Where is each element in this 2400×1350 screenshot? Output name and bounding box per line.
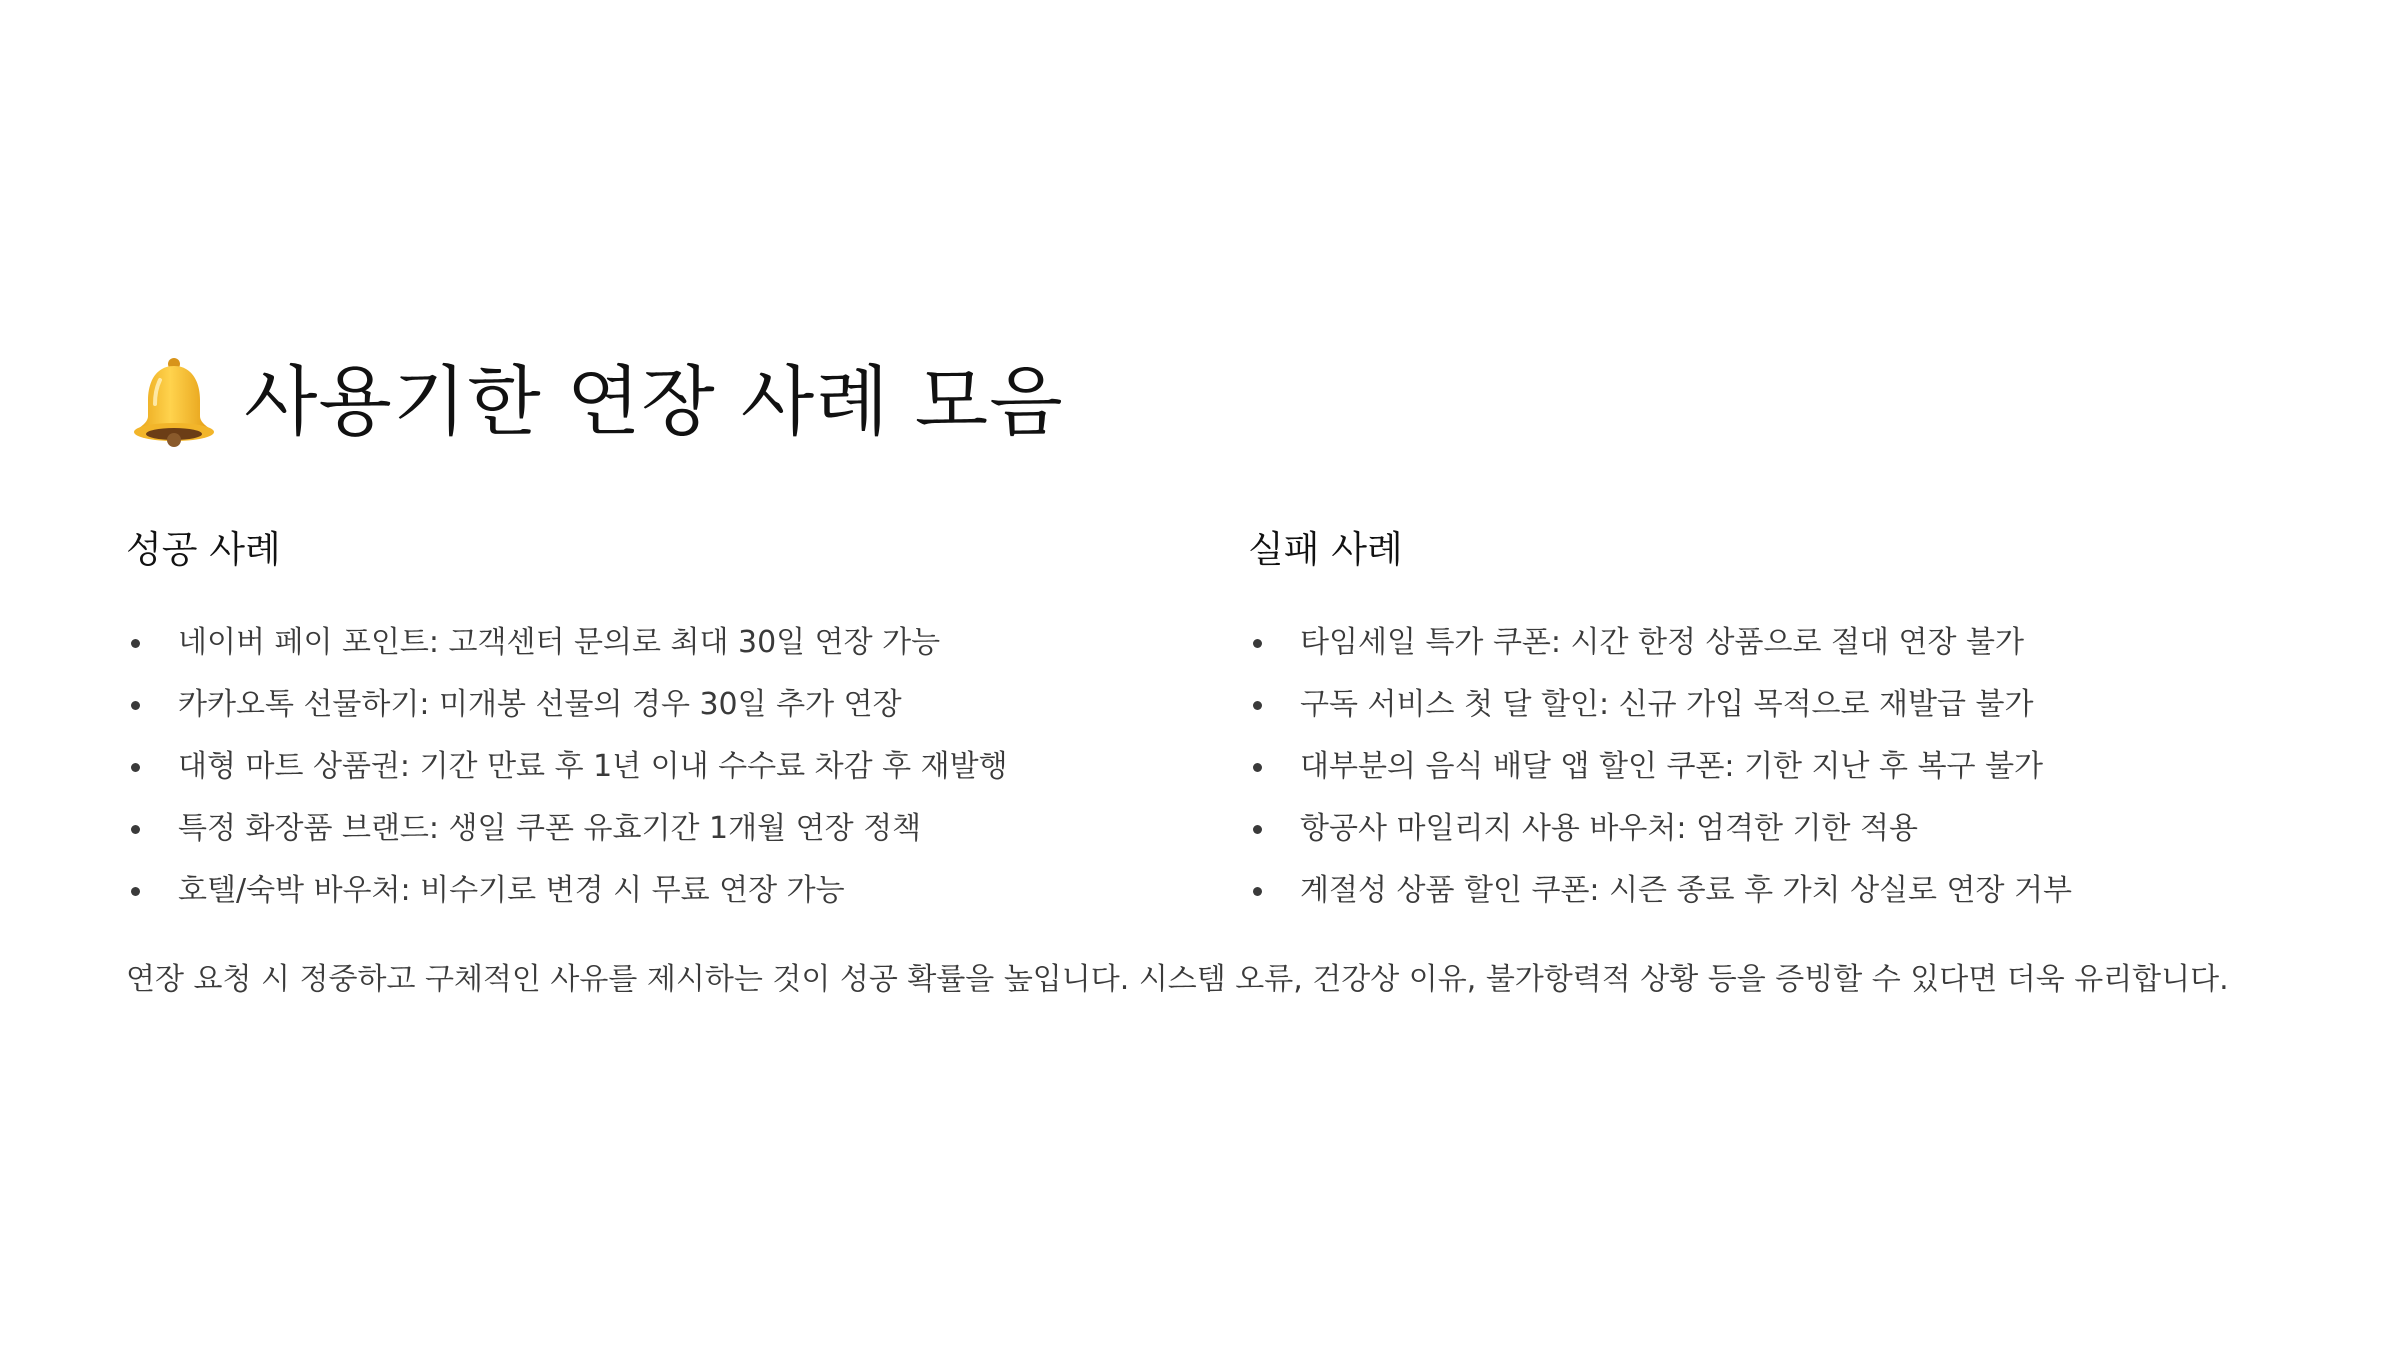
- failure-column: [1248, 522, 2328, 928]
- list-item: [126, 618, 1206, 668]
- failure-list: [1248, 618, 2328, 916]
- list-item-text: 카카오톡 선물하기: 미개봉 선물의 경우 30일 추가 연장: [178, 687, 902, 722]
- bullet-dot: [131, 763, 140, 772]
- list-item-text: 특정 화장품 브랜드: 생일 쿠폰 유효기간 1개월 연장 정책: [178, 811, 922, 846]
- bullet-dot: [1253, 763, 1262, 772]
- list-item: [1248, 742, 2328, 792]
- list-item-text: 계절성 상품 할인 쿠폰: 시즌 종료 후 가치 상실로 연장 거부: [1300, 873, 2073, 908]
- list-item-text: 호텔/숙박 바우처: 비수기로 변경 시 무료 연장 가능: [178, 873, 845, 908]
- list-item-text: 대부분의 음식 배달 앱 할인 쿠폰: 기한 지난 후 복구 불가: [1300, 749, 2044, 784]
- list-item: [126, 804, 1206, 854]
- list-item: [1248, 804, 2328, 854]
- bullet-dot: [131, 639, 140, 648]
- footnote: 연장 요청 시 정중하고 구체적인 사유를 제시하는 것이 성공 확률을 높입니다. 시스템 오류, 건강상 이유, 불가항력적 상황 등을 증빙할 수 있다면 더욱 유리합니다.: [126, 962, 2229, 997]
- list-item-text: 구독 서비스 첫 달 할인: 신규 가입 목적으로 재발급 불가: [1300, 687, 2034, 722]
- bullet-dot: [131, 701, 140, 710]
- list-item: [1248, 866, 2328, 916]
- bell-icon: [126, 354, 222, 450]
- list-item: [1248, 680, 2328, 730]
- list-item-text: 대형 마트 상품권: 기간 만료 후 1년 이내 수수료 차감 후 재발행: [178, 749, 1008, 784]
- list-item-text: 타임세일 특가 쿠폰: 시간 한정 상품으로 절대 연장 불가: [1300, 625, 2024, 660]
- title-row: [126, 352, 1064, 452]
- list-item: [126, 742, 1206, 792]
- bullet-dot: [131, 887, 140, 896]
- failure-heading: 실패 사례: [1248, 528, 1403, 571]
- list-item: [1248, 618, 2328, 668]
- bullet-dot: [1253, 639, 1262, 648]
- bullet-dot: [1253, 887, 1262, 896]
- list-item-text: 항공사 마일리지 사용 바우처: 엄격한 기한 적용: [1300, 811, 1918, 846]
- success-heading: 성공 사례: [126, 528, 281, 571]
- bullet-dot: [1253, 701, 1262, 710]
- list-item: [126, 866, 1206, 916]
- list-item-text: 네이버 페이 포인트: 고객센터 문의로 최대 30일 연장 가능: [178, 625, 941, 660]
- success-column: [126, 522, 1206, 928]
- list-item: [126, 680, 1206, 730]
- page-title: 사용기한 연장 사례 모음: [244, 357, 1064, 446]
- bullet-dot: [1253, 825, 1262, 834]
- bullet-dot: [131, 825, 140, 834]
- success-list: [126, 618, 1206, 916]
